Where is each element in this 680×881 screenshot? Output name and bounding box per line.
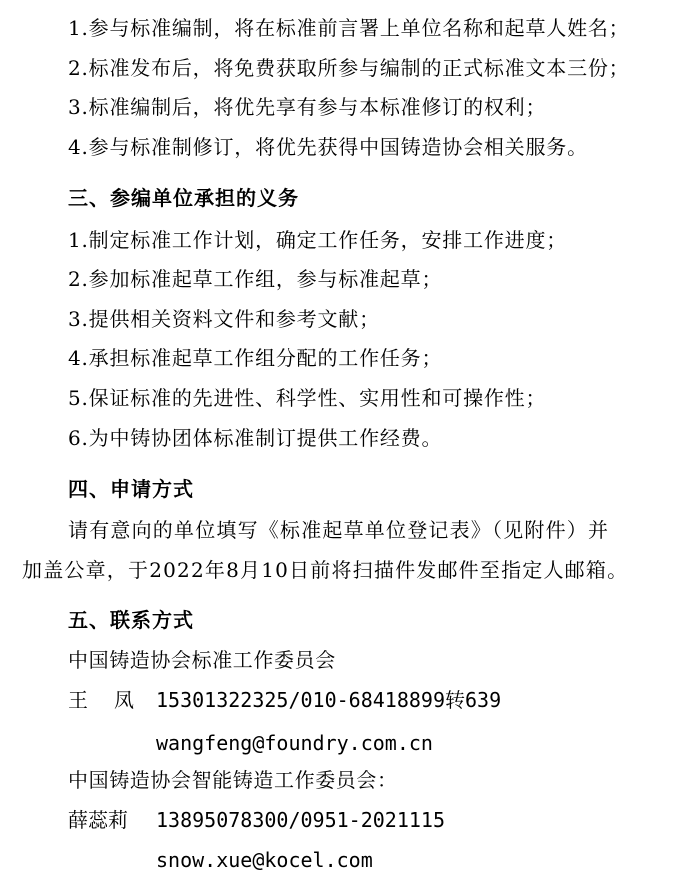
application-paragraph-line-1: 请有意向的单位填写《标准起草单位登记表》（见附件）并 [68, 518, 610, 542]
contact-name-wang-char1: 王 [68, 688, 88, 712]
obligation-item-1: 1.制定标准工作计划，确定工作任务，安排工作进度； [68, 228, 568, 252]
contact-phone-xue: 13895078300/0951-2021115 [156, 808, 445, 832]
contact-row-xue [68, 806, 445, 834]
obligation-item-4: 4.承担标准起草工作组分配的工作任务； [68, 346, 443, 370]
contact-email-wang[interactable]: wangfeng@foundry.com.cn [156, 731, 433, 755]
contact-row-wang [68, 686, 501, 714]
contact-email-xue[interactable]: snow.xue@kocel.com [156, 848, 373, 872]
section-heading-contact: 五、联系方式 [68, 608, 194, 632]
contact-phone-wang: 15301322325/010-68418899转639 [156, 688, 502, 712]
contact-name-wang [68, 686, 156, 714]
rights-item-1: 1.参与标准编制，将在标准前言署上单位名称和起草人姓名； [68, 16, 630, 40]
obligation-item-5: 5.保证标准的先进性、科学性、实用性和可操作性； [68, 386, 547, 410]
rights-item-2: 2.标准发布后，将免费获取所参与编制的正式标准文本三份； [68, 56, 630, 80]
contact-org-intelligent: 中国铸造协会智能铸造工作委员会： [68, 768, 398, 792]
obligation-item-3: 3.提供相关资料文件和参考文献； [68, 307, 380, 331]
contact-name-xue: 薛蕊莉 [68, 808, 128, 832]
obligation-item-2: 2.参加标准起草工作组，参与标准起草； [68, 267, 443, 291]
section-heading-obligations: 三、参编单位承担的义务 [68, 186, 299, 210]
contact-org-standards: 中国铸造协会标准工作委员会 [68, 648, 336, 672]
obligation-item-6: 6.为中铸协团体标准制订提供工作经费。 [68, 426, 443, 450]
section-heading-application: 四、申请方式 [68, 477, 194, 501]
rights-item-4: 4.参与标准制修订，将优先获得中国铸造协会相关服务。 [68, 135, 588, 159]
contact-name-wang-char2: 凤 [114, 688, 134, 712]
application-paragraph-line-2: 加盖公章，于2022年8月10日前将扫描件发邮件至指定人邮箱。 [22, 558, 629, 582]
rights-item-3: 3.标准编制后，将优先享有参与本标准修订的权利； [68, 95, 547, 119]
